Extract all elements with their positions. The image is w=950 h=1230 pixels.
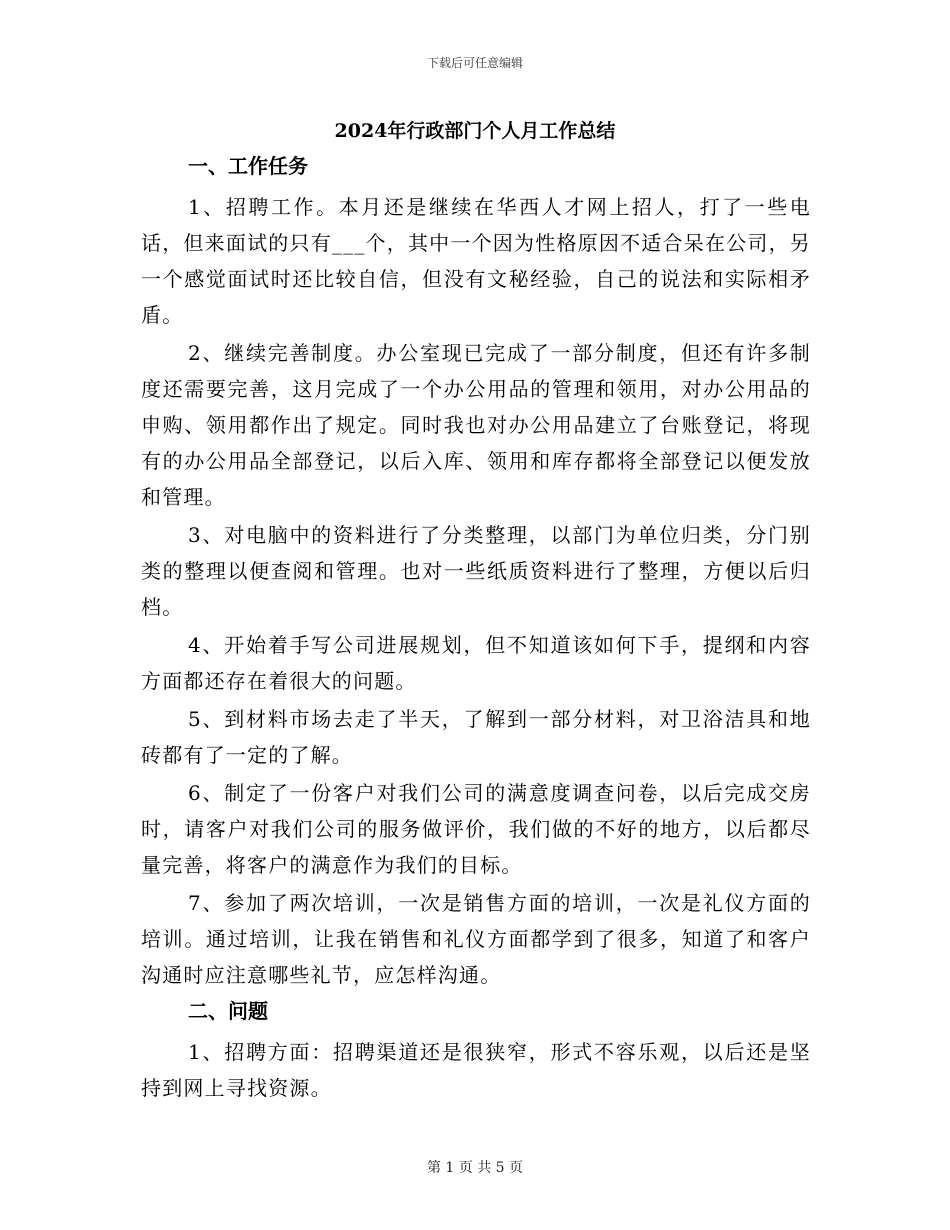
- paragraph-training: 7、参加了两次培训，一次是销售方面的培训，一次是礼仪方面的培训。通过培训，让我在销售和礼仪方面都学到了很多，知道了和客户沟通时应注意哪些礼节，应怎样沟通。: [141, 891, 811, 987]
- section-heading-problems: 二、问题: [188, 999, 268, 1023]
- paragraph-file-organization: 3、对电脑中的资料进行了分类整理，以部门为单位归类，分门别类的整理以便查阅和管理。也对一些纸质资料进行了整理，方便以后归档。: [141, 523, 811, 619]
- document-title: 2024年行政部门个人月工作总结: [334, 120, 616, 142]
- page-footer: 第 1 页 共 5 页: [426, 1160, 524, 1176]
- paragraph-recruitment-problem: 1、招聘方面：招聘渠道还是很狭窄，形式不容乐观，以后还是坚持到网上寻找资源。: [141, 1040, 811, 1100]
- paragraph-recruitment: 1、招聘工作。本月还是继续在华西人才网上招人，打了一些电话，但来面试的只有___个，其中一个因为性格原因不适合呆在公司，另一个感觉面试时还比较自信，但没有文秘经验，自己的说法和实际相矛盾。: [141, 195, 811, 327]
- section-heading-tasks: 一、工作任务: [188, 154, 308, 178]
- paragraph-satisfaction-survey: 6、制定了一份客户对我们公司的满意度调查问卷，以后完成交房时，请客户对我们公司的服务做评价，我们做的不好的地方，以后都尽量完善，将客户的满意作为我们的目标。: [141, 781, 811, 877]
- paragraph-materials-market: 5、到材料市场去走了半天，了解到一部分材料，对卫浴洁具和地砖都有了一定的了解。: [141, 707, 811, 767]
- page-header: 下载后可任意编辑: [426, 56, 523, 70]
- paragraph-regulations: 2、继续完善制度。办公室现已完成了一部分制度，但还有许多制度还需要完善，这月完成了一个办公用品的管理和领用，对办公用品的申购、领用都作出了规定。同时我也对办公用品建立了台账登记，将现有的办公用品全部登记，以后入库、领用和库存都将全部登记以便发放和管理。: [141, 341, 811, 509]
- paragraph-development-plan: 4、开始着手写公司进展规划，但不知道该如何下手，提纲和内容方面都还存在着很大的问题。: [141, 633, 811, 693]
- document-body: [141, 150, 811, 1108]
